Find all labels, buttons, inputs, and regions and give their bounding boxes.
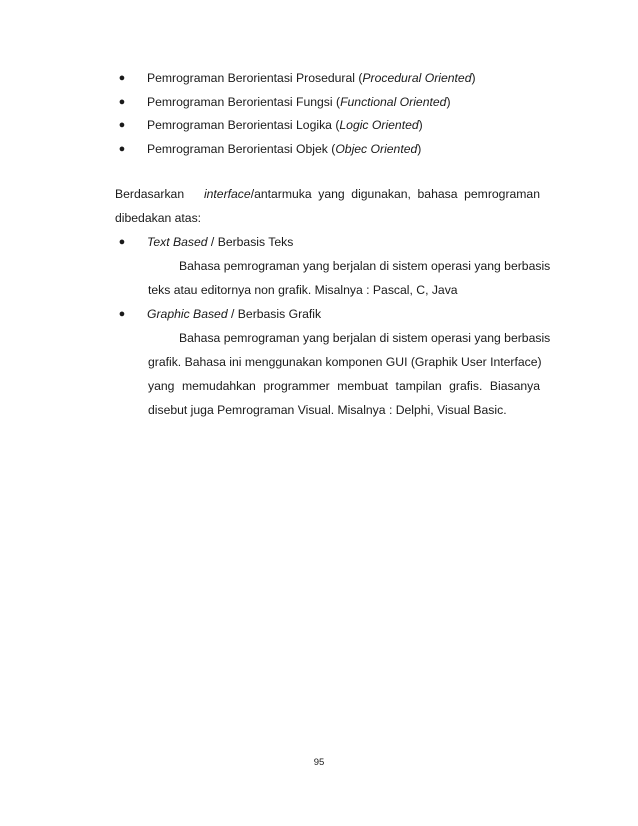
interface-intro-paragraph xyxy=(115,182,540,230)
description-line: disebut juga Pemrograman Visual. Misalnya : Delphi, Visual Basic. xyxy=(148,403,507,417)
description-line: Bahasa pemrograman yang berjalan di sistem operasi yang berbasis xyxy=(179,259,551,273)
spacer xyxy=(115,161,540,182)
description-line: teks atau editornya non grafik. Misalnya : Pascal, C, Java xyxy=(148,283,458,297)
bullet-icon: ● xyxy=(118,72,126,84)
paradigm-list xyxy=(115,67,540,161)
text-based-description xyxy=(148,254,551,302)
intro-line: Berdasarkan interface/antarmuka yang digunakan, bahasa pemrograman xyxy=(115,187,540,201)
graphic-based-description xyxy=(148,326,551,422)
list-item: ● Pemrograman Berorientasi Objek (Objec Oriented) xyxy=(115,138,540,162)
bullet-icon: ● xyxy=(118,308,126,320)
bullet-icon: ● xyxy=(118,142,126,155)
page-number: 95 xyxy=(313,757,325,768)
graphic-based-heading: ● Graphic Based / Berbasis Grafik xyxy=(115,302,540,326)
bullet-icon: ● xyxy=(118,119,126,131)
bullet-icon: ● xyxy=(118,95,126,108)
list-item: ● Pemrograman Berorientasi Fungsi (Functional Oriented) xyxy=(115,91,540,115)
intro-line: dibedakan atas: xyxy=(115,211,202,225)
page-content xyxy=(115,67,551,422)
description-line: yang memudahkan programmer membuat tampilan grafis. Biasanya xyxy=(148,379,540,393)
text-based-heading: ● Text Based / Berbasis Teks xyxy=(115,230,540,254)
description-line: grafik. Bahasa ini menggunakan komponen GUI (Graphik User Interface) xyxy=(148,355,542,369)
list-item: ● Pemrograman Berorientasi Logika (Logic Oriented) xyxy=(115,114,540,138)
list-item: ● Pemrograman Berorientasi Prosedural (Procedural Oriented) xyxy=(115,67,540,91)
bullet-icon: ● xyxy=(118,236,126,248)
description-line: Bahasa pemrograman yang berjalan di sistem operasi yang berbasis xyxy=(179,331,551,345)
